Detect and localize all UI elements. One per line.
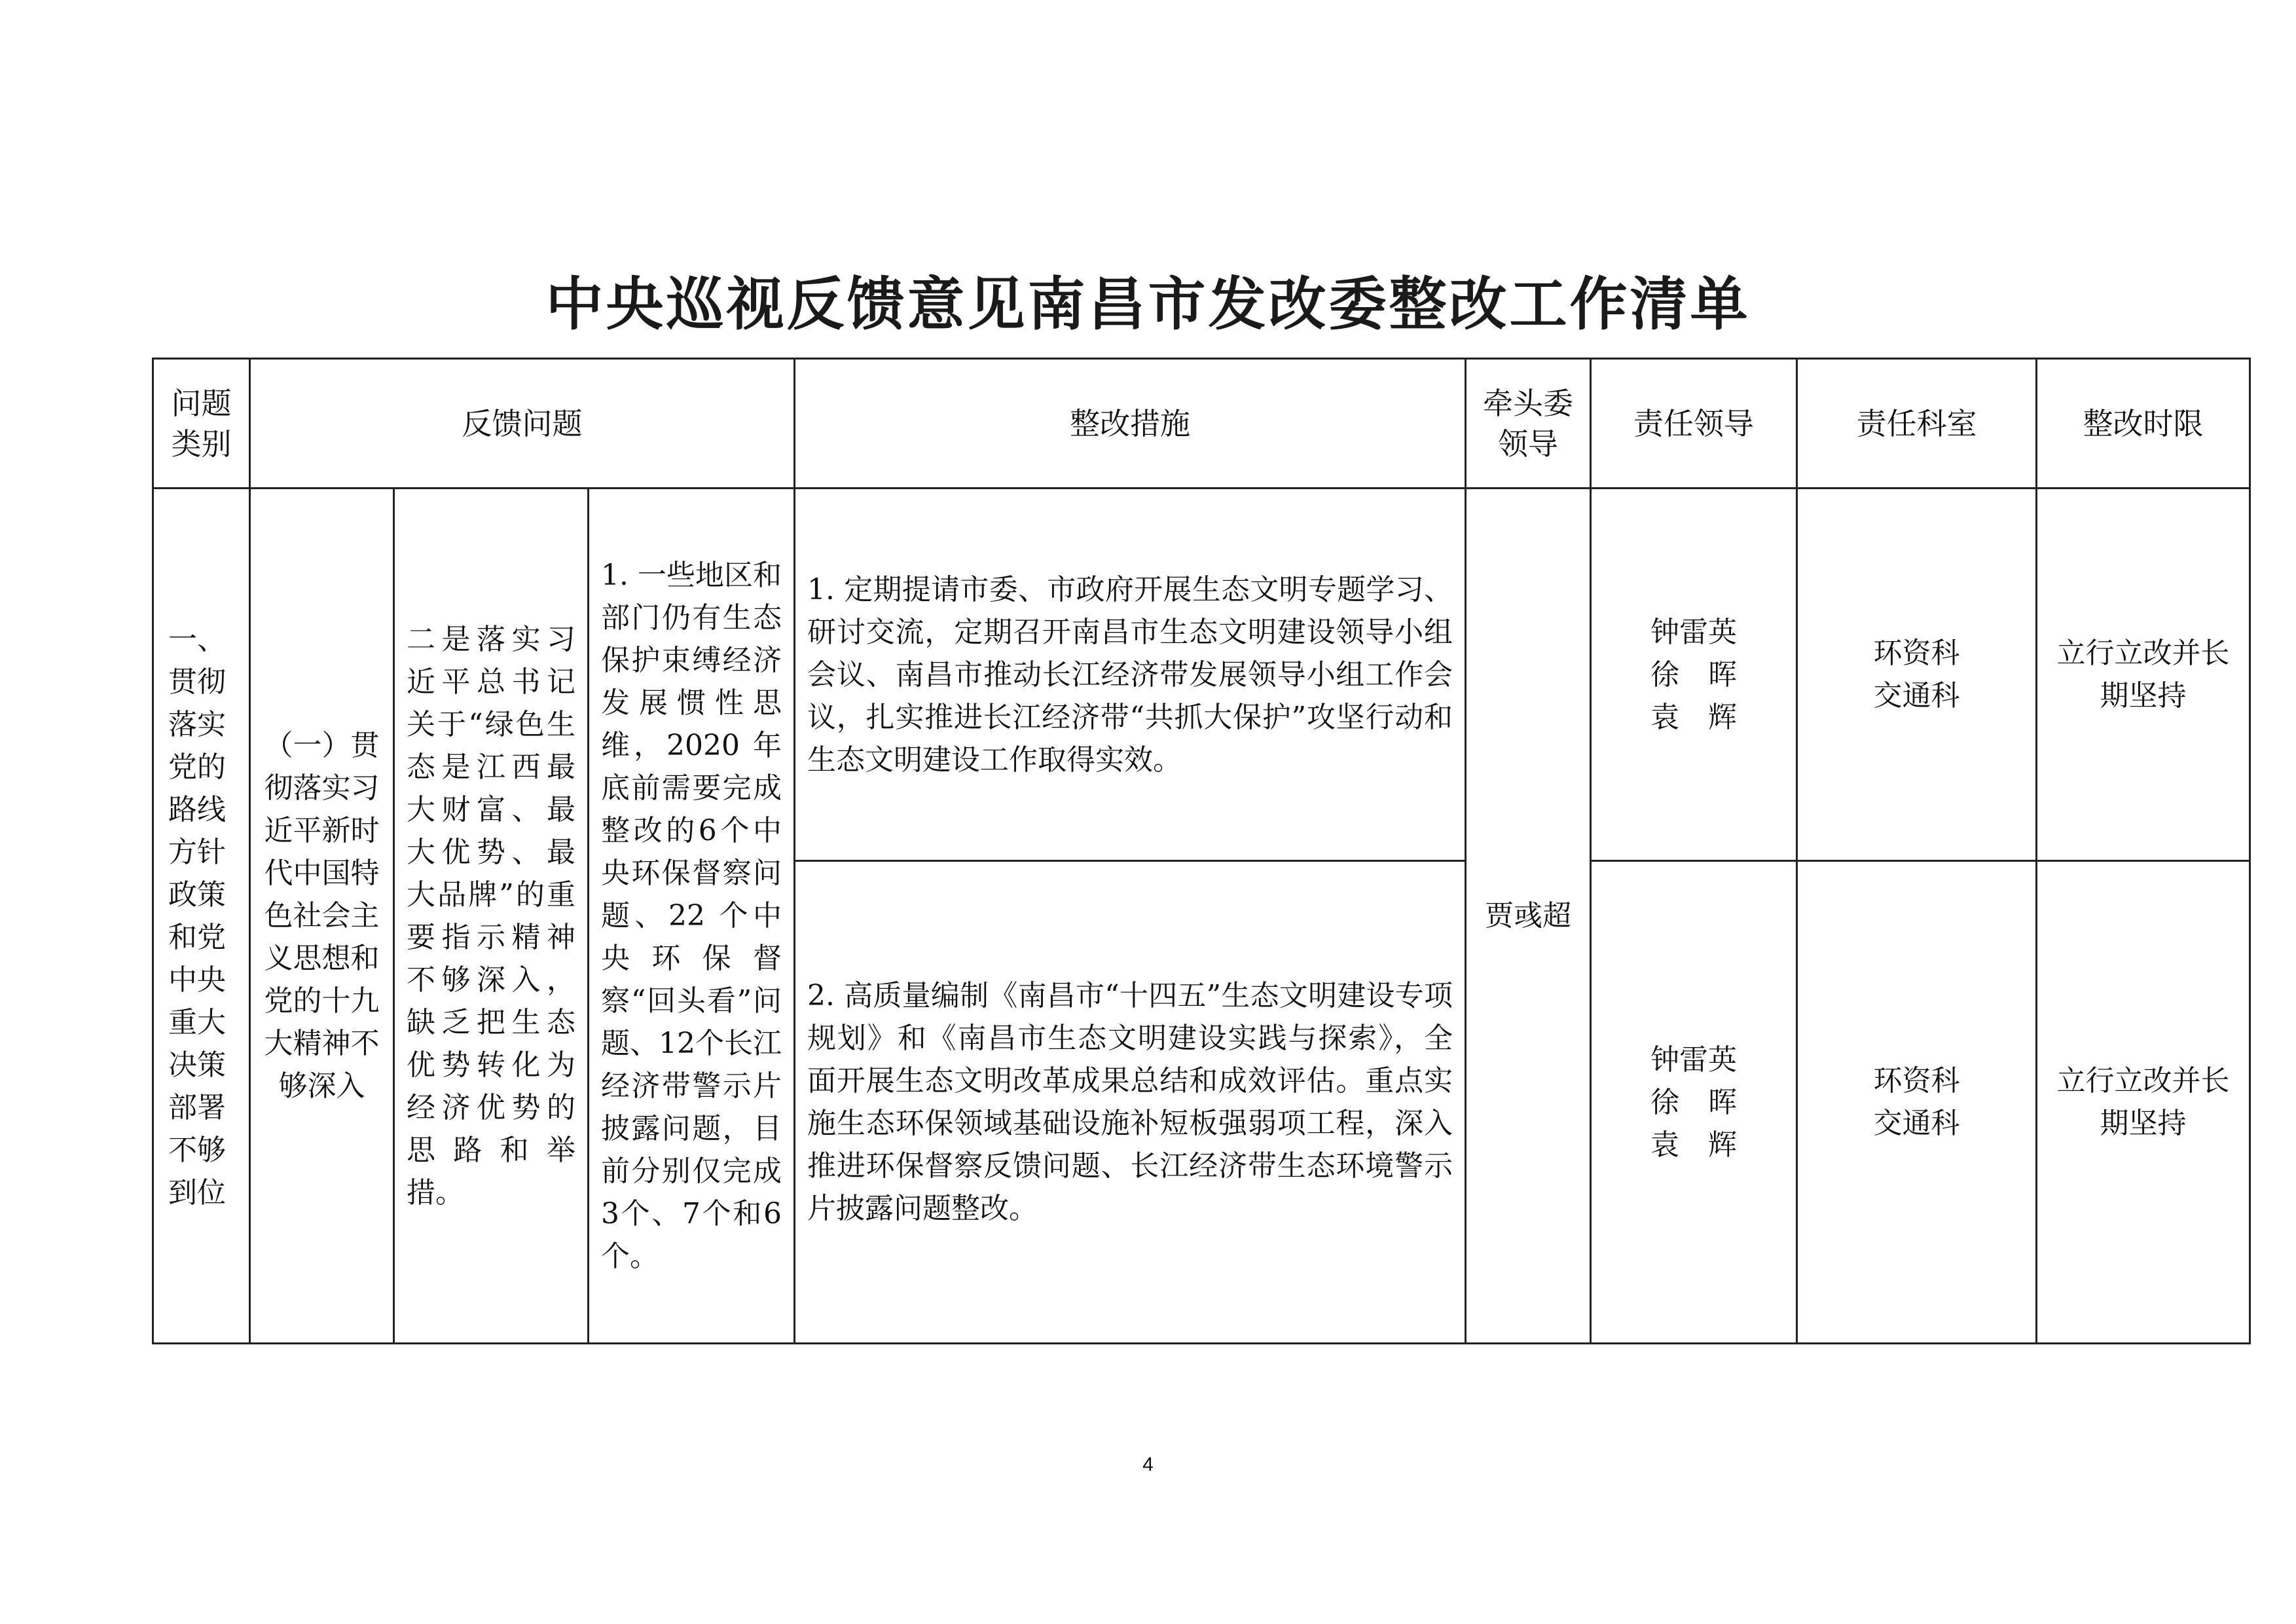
dept-name: 交通科 xyxy=(1873,1107,1960,1140)
header-lead-committee: 牵头委领导 xyxy=(1466,359,1591,489)
document-title: 中央巡视反馈意见南昌市发改委整改工作清单 xyxy=(545,270,1751,338)
dept-name: 交通科 xyxy=(1873,679,1960,712)
header-resp-dept: 责任科室 xyxy=(1797,359,2037,489)
header-measures: 整改措施 xyxy=(795,359,1466,489)
header-row xyxy=(153,359,2250,489)
header-feedback: 反馈问题 xyxy=(250,359,795,489)
measure-1: 1. 定期提请市委、市政府开展生态文明专题学习、研讨交流，定期召开南昌市生态文明建设领导小组会议、南昌市推动长江经济带发展领导小组工作会议，扎实推进长江经济带“共抓大保护”攻坚行动和生态文明建设工作取得实效。 xyxy=(795,489,1466,861)
feedback-issue: 二是落实习近平总书记关于“绿色生态是江西最大财富、最大优势、最大品牌”的重要指示精神不够深入，缺乏把生态优势转化为经济优势的思路和举措。 xyxy=(394,489,589,1344)
feedback-detail: 1. 一些地区和部门仍有生态保护束缚经济发展惯性思维，2020 年底前需要完成整改的6个中央环保督察问题、22 个中央环保督察“回头看”问题、12个长江经济带警示片披露问题，目前分别仅完成3个、7个和6个。 xyxy=(589,489,795,1344)
leader-name: 徐 晖 xyxy=(1650,1085,1737,1119)
rectification-table xyxy=(152,358,2251,1344)
sub-category: （一）贯彻落实习近平新时代中国特色社会主义思想和党的十九大精神不够深入 xyxy=(250,489,394,1344)
resp-leaders-2 xyxy=(1591,861,1797,1344)
page-number: 4 xyxy=(1142,1454,1154,1475)
deadline-2: 立行立改并长期坚持 xyxy=(2037,861,2250,1344)
leader-name: 袁 辉 xyxy=(1650,1128,1737,1162)
leader-name: 钟雷英 xyxy=(1650,615,1737,649)
deadline-1: 立行立改并长期坚持 xyxy=(2037,489,2250,861)
resp-leaders-1 xyxy=(1591,489,1797,861)
leader-name: 徐 晖 xyxy=(1650,657,1737,692)
resp-depts-2 xyxy=(1797,861,2037,1344)
measure-2: 2. 高质量编制《南昌市“十四五”生态文明建设专项规划》和《南昌市生态文明建设实践与探索》，全面开展生态文明改革成果总结和成效评估。重点实施生态环保领域基础设施补短板强弱项工程，深入推进环保督察反馈问题、长江经济带生态环境警示片披露问题整改。 xyxy=(795,861,1466,1344)
leader-name: 钟雷英 xyxy=(1650,1043,1737,1077)
header-category: 问题类别 xyxy=(153,359,250,489)
table-row xyxy=(153,489,2250,861)
dept-name: 环资科 xyxy=(1873,637,1960,670)
problem-category: 一、贯彻落实党的路线方针政策和党中央重大决策部署不够到位 xyxy=(153,489,250,1344)
dept-name: 环资科 xyxy=(1873,1064,1960,1098)
header-deadline: 整改时限 xyxy=(2037,359,2250,489)
header-resp-leader: 责任领导 xyxy=(1591,359,1797,489)
lead-committee-leader: 贾彧超 xyxy=(1466,489,1591,1344)
resp-depts-1 xyxy=(1797,489,2037,861)
leader-name: 袁 辉 xyxy=(1650,700,1737,734)
